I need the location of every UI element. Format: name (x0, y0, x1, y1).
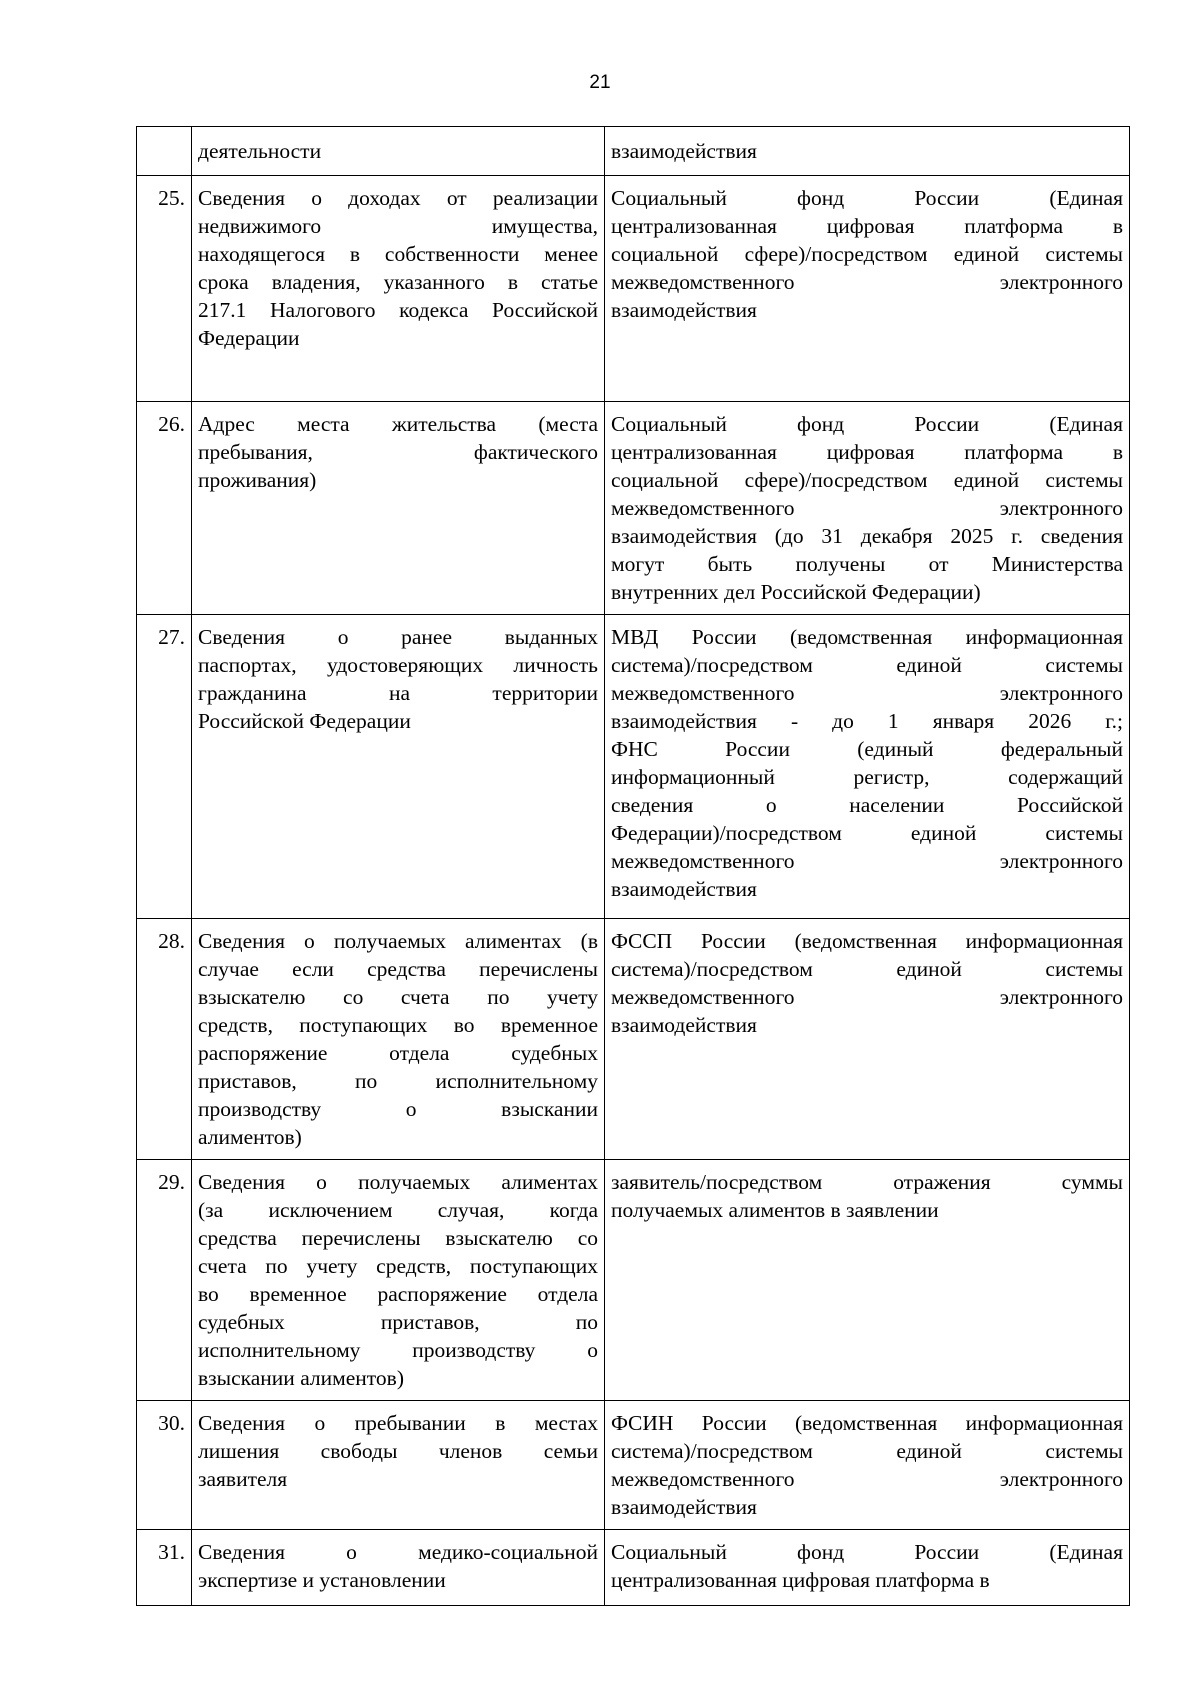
source-cell (605, 1401, 1130, 1530)
text-line: проживания) (198, 468, 317, 492)
text-line: Сведения о пребывании в местах (198, 1411, 598, 1435)
text-line: система)/посредством единой системы (611, 1439, 1123, 1463)
table-row (137, 176, 1130, 402)
description-cell (192, 615, 605, 919)
text-line: взаимодействия (611, 298, 757, 322)
text-line: пребывания, фактического (198, 440, 598, 464)
text-line: взыскании алиментов) (198, 1366, 404, 1390)
text-line: 217.1 Налогового кодекса Российской (198, 298, 598, 322)
text-line: межведомственного электронного (611, 849, 1123, 873)
text-line: производству о взыскании (198, 1097, 598, 1121)
text-line: случае если средства перечислены (198, 957, 598, 981)
text-line: Федерации)/посредством единой системы (611, 821, 1123, 845)
description-cell: деятельности (192, 127, 605, 176)
text-line: межведомственного электронного (611, 270, 1123, 294)
row-number-cell (137, 127, 192, 176)
description-cell (192, 402, 605, 615)
text-line: могут быть получены от Министерства (611, 552, 1123, 576)
row-number-cell: 31. (137, 1530, 192, 1606)
text-line: централизованная цифровая платформа в (611, 1568, 990, 1592)
text-line: внутренних дел Российской Федерации) (611, 580, 981, 604)
text-line: взыскателю со счета по учету (198, 985, 598, 1009)
row-number-cell: 30. (137, 1401, 192, 1530)
text-line: межведомственного электронного (611, 1467, 1123, 1491)
text-line: приставов, по исполнительному (198, 1069, 598, 1093)
text-line: исполнительному производству о (198, 1338, 598, 1362)
table-row (137, 1401, 1130, 1530)
text-line: лишения свободы членов семьи (198, 1439, 598, 1463)
text-line: взаимодействия (611, 877, 757, 901)
text-line: межведомственного электронного (611, 985, 1123, 1009)
source-cell (605, 615, 1130, 919)
row-number-cell: 27. (137, 615, 192, 919)
table-row (137, 1160, 1130, 1401)
text-line: заявителя (198, 1467, 288, 1491)
text-line: гражданина на территории (198, 681, 598, 705)
text-line: Сведения о получаемых алиментах (в (198, 929, 598, 953)
text-line: Социальный фонд России (Единая (611, 186, 1123, 210)
text-line: срока владения, указанного в статье (198, 270, 598, 294)
text-line: ФНС России (единый федеральный (611, 737, 1123, 761)
text-line: (за исключением случая, когда (198, 1198, 598, 1222)
text-line: средств, поступающих во временное (198, 1013, 598, 1037)
continuation-row (137, 127, 1130, 176)
text-line: взаимодействия - до 1 января 2026 г.; (611, 709, 1123, 733)
text-line: паспортах, удостоверяющих личность (198, 653, 598, 677)
description-cell (192, 919, 605, 1160)
text-line: Сведения о медико-социальной (198, 1540, 598, 1564)
data-sources-table (136, 126, 1130, 1606)
text-line: система)/посредством единой системы (611, 653, 1123, 677)
text-line: недвижимого имущества, (198, 214, 598, 238)
row-number-cell: 28. (137, 919, 192, 1160)
description-cell (192, 176, 605, 402)
source-cell (605, 919, 1130, 1160)
text-line: централизованная цифровая платформа в (611, 214, 1123, 238)
text-line: Социальный фонд России (Единая (611, 1540, 1123, 1564)
row-number-cell: 25. (137, 176, 192, 402)
source-cell: взаимодействия (605, 127, 1130, 176)
text-line: Социальный фонд России (Единая (611, 412, 1123, 436)
text-line: сведения о населении Российской (611, 793, 1123, 817)
text-line: Федерации (198, 326, 300, 350)
text-line: ФСИН России (ведомственная информационная (611, 1411, 1123, 1435)
text-line: судебных приставов, по (198, 1310, 598, 1334)
table-row (137, 615, 1130, 919)
text-line: взаимодействия (611, 1013, 757, 1037)
source-cell (605, 402, 1130, 615)
text-line: получаемых алиментов в заявлении (611, 1198, 939, 1222)
text-line: экспертизе и установлении (198, 1568, 446, 1592)
table-row (137, 1530, 1130, 1606)
source-cell (605, 1530, 1130, 1606)
source-cell (605, 1160, 1130, 1401)
text-line: Российской Федерации (198, 709, 411, 733)
text-line: социальной сфере)/посредством единой системы (611, 468, 1123, 492)
text-line: социальной сфере)/посредством единой системы (611, 242, 1123, 266)
text-line: распоряжение отдела судебных (198, 1041, 598, 1065)
description-cell (192, 1401, 605, 1530)
text-line: средства перечислены взыскателю со (198, 1226, 598, 1250)
text-line: Сведения о ранее выданных (198, 625, 598, 649)
text-line: заявитель/посредством отражения суммы (611, 1170, 1123, 1194)
text-line: алиментов) (198, 1125, 302, 1149)
table-row (137, 402, 1130, 615)
source-cell (605, 176, 1130, 402)
text-line: взаимодействия (611, 1495, 757, 1519)
text-line: межведомственного электронного (611, 681, 1123, 705)
row-number-cell: 29. (137, 1160, 192, 1401)
text-line: централизованная цифровая платформа в (611, 440, 1123, 464)
text-line: Адрес места жительства (места (198, 412, 598, 436)
text-line: ФССП России (ведомственная информационная (611, 929, 1123, 953)
page-number: 21 (589, 72, 611, 93)
text-line: счета по учету средств, поступающих (198, 1254, 598, 1278)
description-cell (192, 1530, 605, 1606)
text-line: во временное распоряжение отдела (198, 1282, 598, 1306)
description-cell (192, 1160, 605, 1401)
text-line: взаимодействия (до 31 декабря 2025 г. сведения (611, 524, 1123, 548)
text-line: информационный регистр, содержащий (611, 765, 1123, 789)
text-line: Сведения о получаемых алиментах (198, 1170, 598, 1194)
text-line: межведомственного электронного (611, 496, 1123, 520)
row-number-cell: 26. (137, 402, 192, 615)
text-line: МВД России (ведомственная информационная (611, 625, 1123, 649)
table-row (137, 919, 1130, 1160)
text-line: система)/посредством единой системы (611, 957, 1123, 981)
text-line: находящегося в собственности менее (198, 242, 598, 266)
text-line: Сведения о доходах от реализации (198, 186, 598, 210)
